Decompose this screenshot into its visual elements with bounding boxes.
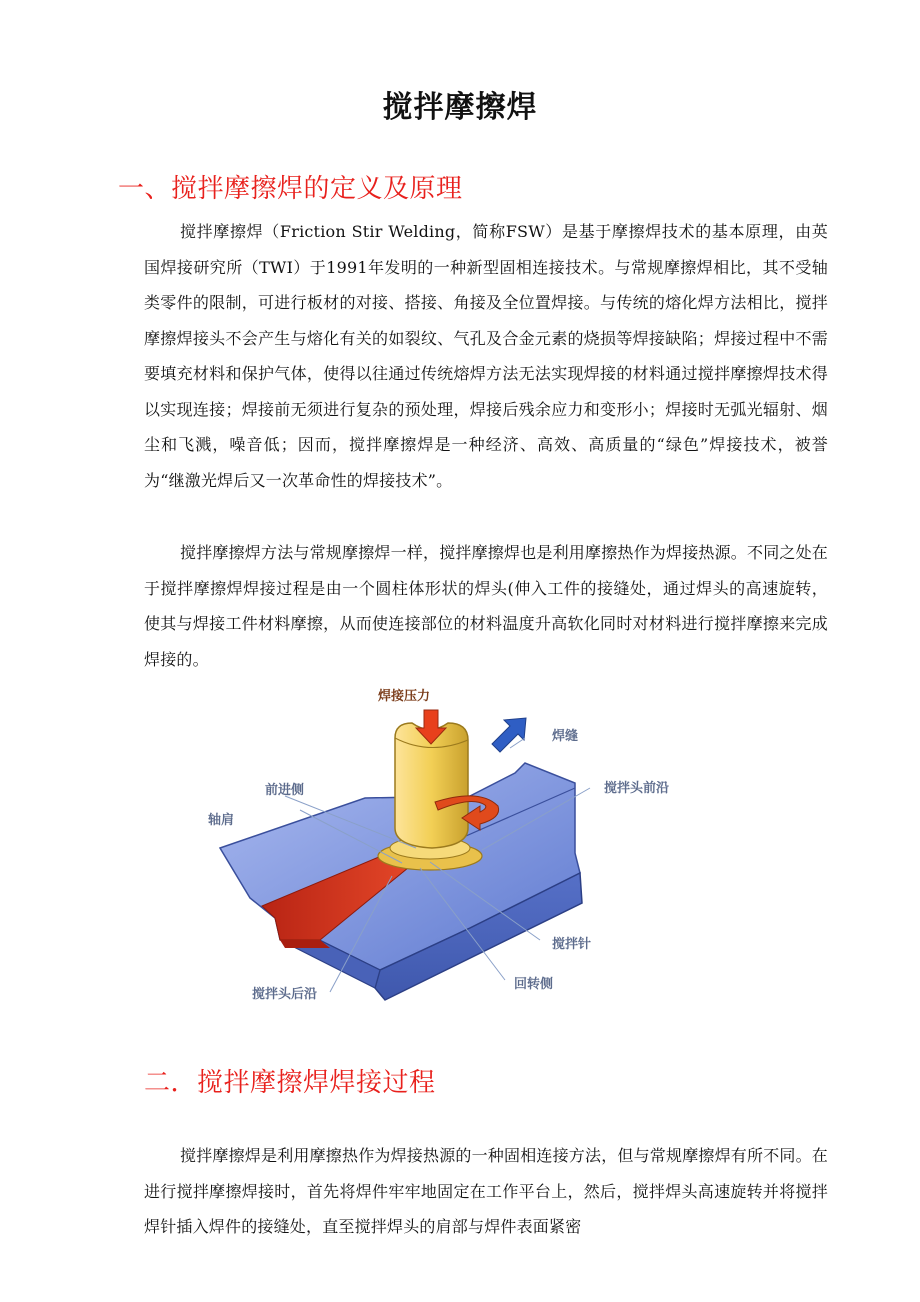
fsw-diagram [180, 678, 700, 1023]
label-welding-pressure: 焊接压力 [378, 689, 431, 704]
fsw-diagram-figure [180, 678, 700, 1023]
section-heading-definition: 一、搅拌摩擦焊的定义及原理 [118, 174, 463, 204]
section-heading-process: 二．搅拌摩擦焊焊接过程 [144, 1068, 436, 1098]
weld-direction-arrow [492, 718, 526, 752]
paragraph-definition: 搅拌摩擦焊（Friction Stir Welding，简称FSW）是基于摩擦焊技术的基本原理，由英国焊接研究所（TWI）于1991年发明的一种新型固相连接技术。与常规摩擦焊相比，其不受轴类零件的限制，可进行板材的对接、搭接、角接及全位置焊接。与传统的熔化焊方法相比，搅拌摩擦焊接头不会产生与熔化有关的如裂纹、气孔及合金元素的烧损等焊接缺陷；焊接过程中不需要填充材料和保护气体，使得以往通过传统熔焊方法无法实现焊接的材料通过搅拌摩擦焊技术得以实现连接；焊接前无须进行复杂的预处理，焊接后残余应力和变形小；焊接时无弧光辐射、烟尘和飞溅，噪音低；因而，搅拌摩擦焊是一种经济、高效、高质量的“绿色”焊接技术，被誉为“继激光焊后又一次革命性的焊接技术”。 [144, 222, 828, 490]
label-shoulder: 轴肩 [208, 813, 235, 828]
label-retreating-side: 回转侧 [514, 977, 554, 992]
label-leading-edge: 搅拌头前沿 [604, 781, 670, 796]
document-title: 搅拌摩擦焊 [382, 90, 538, 125]
label-weld-seam: 焊缝 [552, 729, 579, 744]
paragraph-principle: 搅拌摩擦焊方法与常规摩擦焊一样，搅拌摩擦焊也是利用摩擦热作为焊接热源。不同之处在于搅拌摩擦焊焊接过程是由一个圆柱体形状的焊头(伸入工件的接缝处，通过焊头的高速旋转，使其与焊接工件材料摩擦，从而使连接部位的材料温度升高软化同时对材料进行搅拌摩擦来完成焊接的。 [144, 543, 829, 669]
paragraph-process: 搅拌摩擦焊是利用摩擦热作为焊接热源的一种固相连接方法，但与常规摩擦焊有所不同。在进行搅拌摩擦焊接时，首先将焊件牢牢地固定在工作平台上，然后，搅拌焊头高速旋转并将搅拌焊针插入焊件的接缝处，直至搅拌焊头的肩部与焊件表面紧密 [144, 1146, 829, 1236]
label-advancing-side: 前进侧 [265, 783, 305, 798]
label-stir-pin: 搅拌针 [552, 937, 592, 952]
label-trailing-edge: 搅拌头后沿 [252, 987, 318, 1002]
